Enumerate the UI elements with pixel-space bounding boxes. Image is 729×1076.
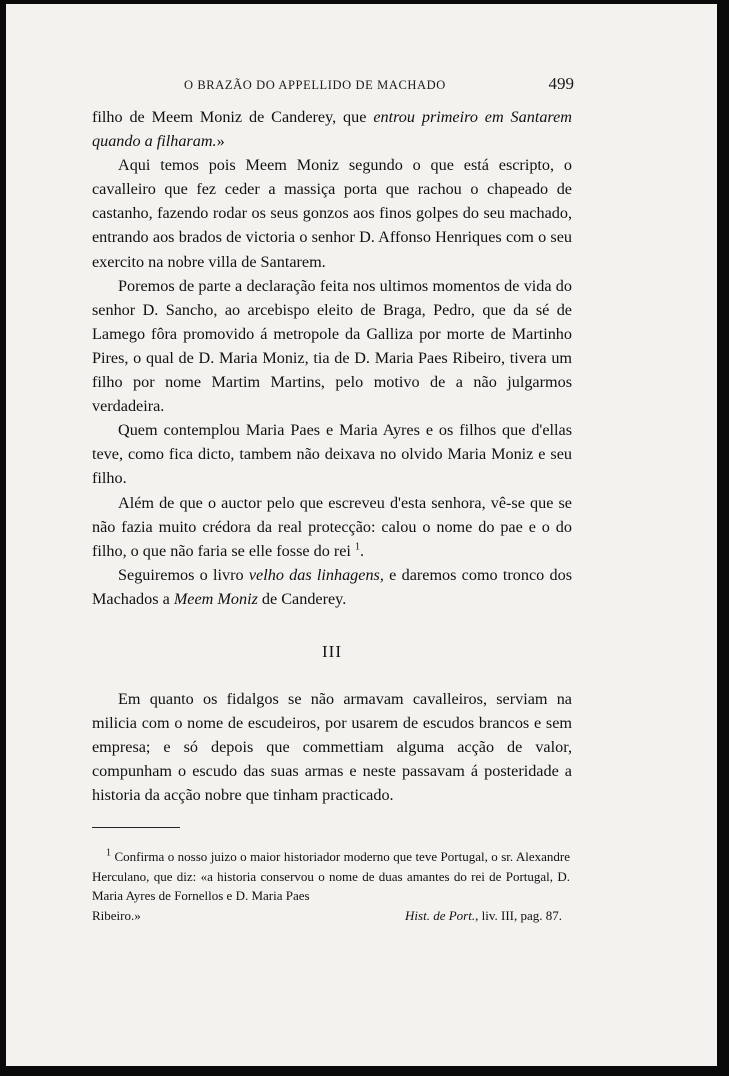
italic-run: entrou primeiro em Santarem quando a filharam.	[92, 108, 572, 151]
paragraph: Poremos de parte a declaração feita nos ultimos momentos de vida do senhor D. Sancho, ao arcebispo eleito de Braga, Pedro, que da sé de Lamego fôra promovido á metropole da Galliza por morte de Martinho Pires, o qual de D. Maria Moniz, tia de D. Maria Paes Ribeiro, tivera um filho por nome Martim Martins, pelo motivo de a não julgarmos verdadeira.	[92, 276, 572, 416]
page-number: 499	[548, 74, 574, 93]
text-run: Além de que o auctor pelo que escreveu d'esta senhora, vê-se que se não fazia muito crédora da real protecção: calou o nome do pae e o do filho, o que não faria se elle fosse do rei	[92, 493, 572, 560]
text-run: Ribeiro.»	[92, 907, 141, 923]
text-run: Seguiremos o livro	[118, 565, 249, 584]
italic-run: velho das linhagens	[248, 565, 380, 584]
book-page	[6, 4, 717, 1066]
footnote-source	[405, 906, 562, 926]
body-text-upper	[92, 105, 572, 611]
paragraph: Em quanto os fidalgos se não armavam cavalleiros, serviam na milicia com o nome de escudeiros, por usarem de escudos brancos e sem empresa; e só depois que commettiam alguma acção de valor, compunham o escudo das suas armas e neste passavam á posteridade a historia da acção nobre que tinham practicado.	[92, 690, 572, 805]
italic-run: Hist. de Port.	[405, 907, 476, 923]
text-run: .	[359, 541, 364, 560]
running-header	[184, 74, 584, 96]
paragraph: Quem contemplou Maria Paes e Maria Ayres e os filhos que d'ellas teve, como fica dicto, tambem não deixava no olvido Maria Moniz e seu filho.	[92, 421, 572, 488]
text-run: de Canderey.	[257, 589, 347, 608]
text-run: filho de Meem Moniz de Canderey, que	[92, 108, 374, 126]
paragraph	[92, 563, 572, 611]
running-title: O BRAZÃO DO APPELLIDO DE MACHADO	[184, 78, 446, 92]
italic-run: Meem Moniz	[173, 589, 258, 608]
footnote-last-line	[92, 906, 570, 926]
paragraph	[92, 105, 572, 153]
text-run: »	[216, 132, 225, 151]
footnote-number: 1	[106, 847, 111, 859]
footnote-text	[92, 847, 570, 906]
text-run: , liv. III, pag. 87.	[475, 907, 562, 923]
body-text-lower	[92, 687, 572, 807]
paragraph	[92, 491, 572, 563]
section-heading: III	[322, 642, 342, 661]
footnote-divider	[92, 827, 180, 828]
footnote	[92, 847, 570, 925]
paragraph: Aqui temos pois Meem Moniz segundo o que está escripto, o cavalleiro que fez ceder a massiça porta que rachou o chapeado de castanho, fazendo rodar os seus gonzos aos finos golpes do seu machado, entrando aos brados de victoria o senhor D. Affonso Henriques com o seu exercito na nobre villa de Santarem.	[92, 156, 572, 271]
text-run: Confirma o nosso juizo o maior historiador moderno que teve Portugal, o sr. Alexandre Herculano, que diz: «a historia conservou o nome de duas amantes do rei de Portugal, D. Maria Ayres de Fornellos e D. Maria Paes	[92, 849, 570, 903]
footnote-marker: 1	[354, 541, 360, 553]
text-run: , e daremos como tronco dos Machados a	[92, 565, 572, 608]
